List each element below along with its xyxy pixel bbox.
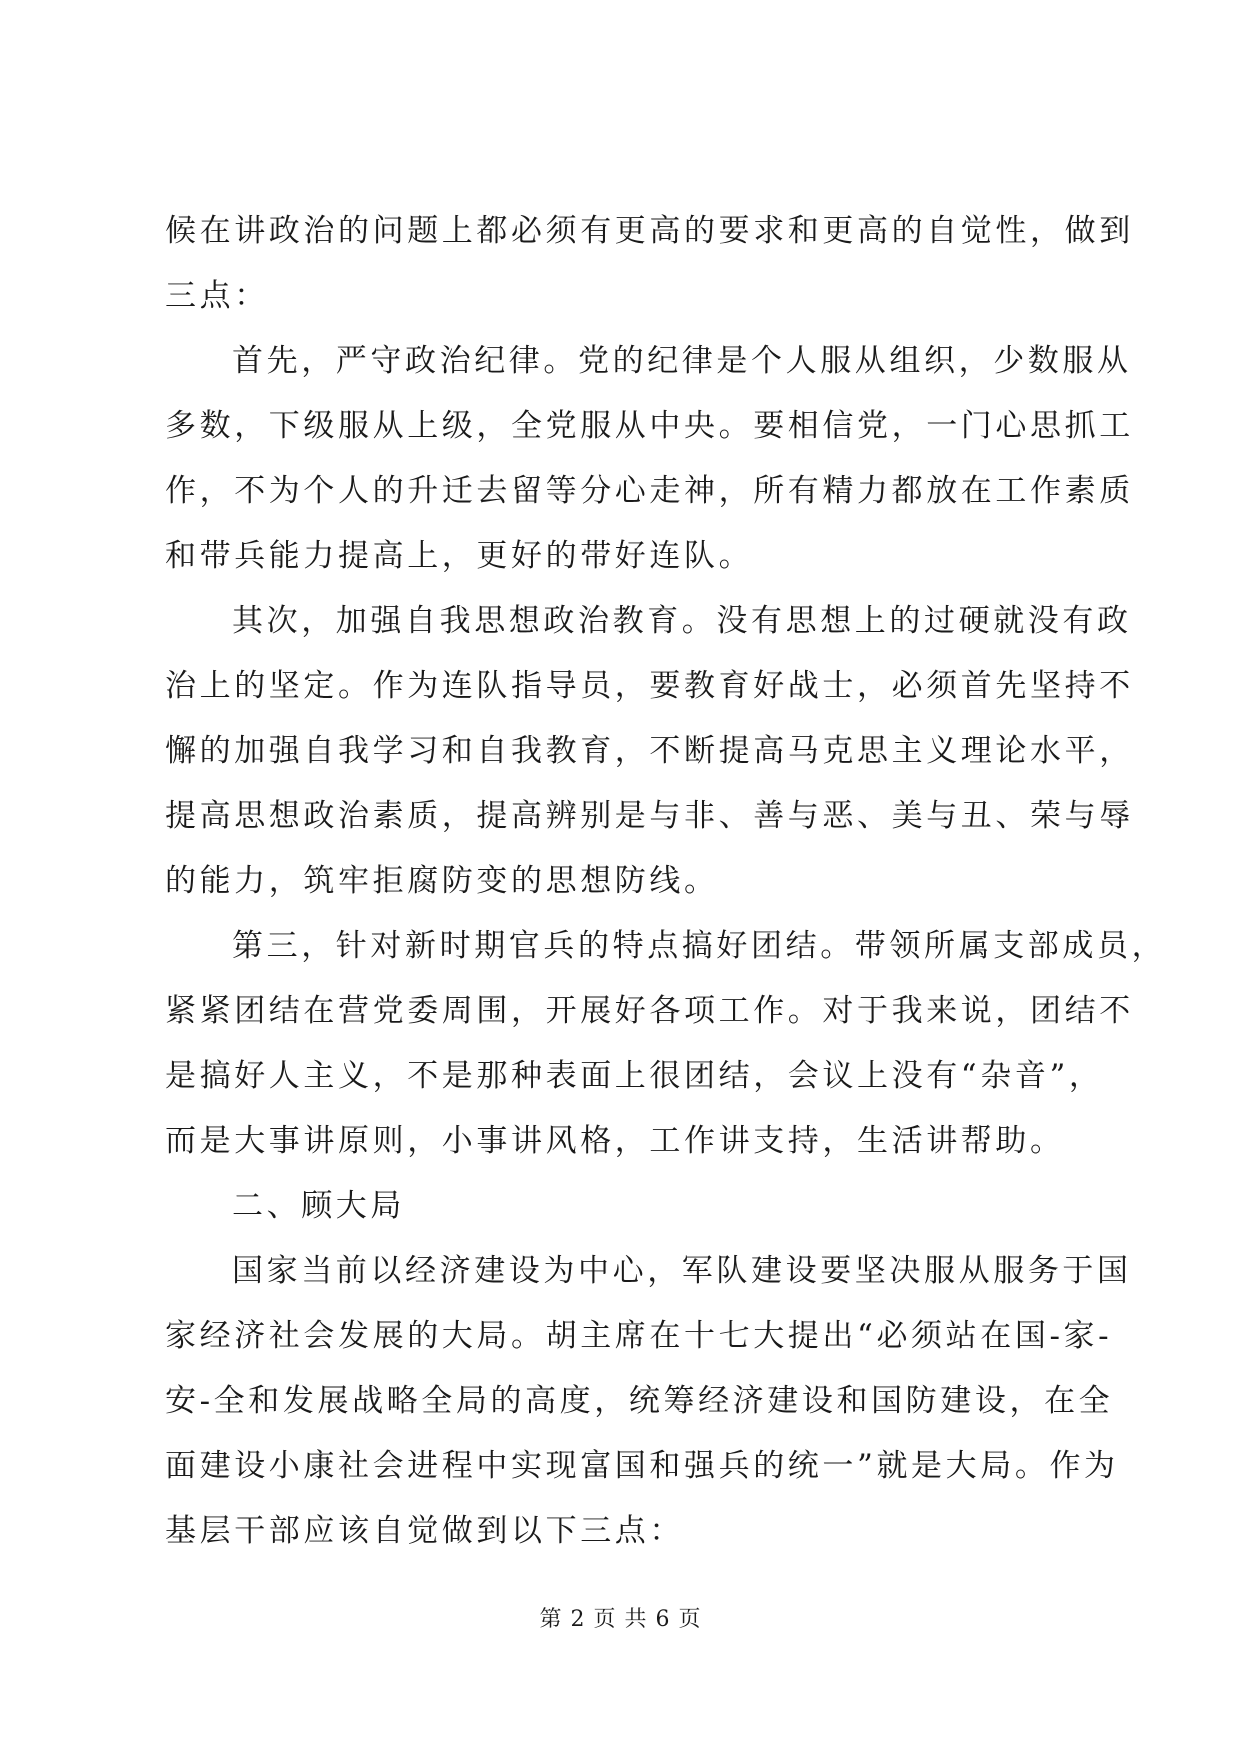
section-heading: 二、顾大局 — [232, 1188, 405, 1224]
text-line: 第三，针对新时期官兵的特点搞好团结。带领所属支部成员， — [232, 928, 1167, 964]
text-line: 首先，严守政治纪律。党的纪律是个人服从组织，少数服从 — [232, 343, 1132, 379]
text-line: 三点： — [165, 278, 269, 314]
text-line: 的能力，筑牢拒腐防变的思想防线。 — [165, 863, 719, 899]
text-line: 治上的坚定。作为连队指导员，要教育好战士，必须首先坚持不 — [165, 668, 1134, 704]
text-line: 面建设小康社会进程中实现富国和强兵的统一”就是大局。作为 — [165, 1448, 1119, 1484]
text-line: 家经济社会发展的大局。胡主席在十七大提出“必须站在国-家- — [165, 1318, 1113, 1354]
text-line: 候在讲政治的问题上都必须有更高的要求和更高的自觉性，做到 — [165, 213, 1134, 249]
text-line: 基层干部应该自觉做到以下三点： — [165, 1513, 684, 1549]
text-line: 是搞好人主义，不是那种表面上很团结，会议上没有“杂音”， — [165, 1058, 1104, 1094]
text-line: 多数，下级服从上级，全党服从中央。要相信党，一门心思抓工 — [165, 408, 1134, 444]
text-line: 提高思想政治素质，提高辨别是与非、善与恶、美与丑、荣与辱 — [165, 798, 1134, 834]
text-line: 安-全和发展战略全局的高度，统筹经济建设和国防建设，在全 — [165, 1383, 1114, 1419]
document-body — [165, 208, 1167, 1573]
text-line: 而是大事讲原则，小事讲风格，工作讲支持，生活讲帮助。 — [165, 1123, 1065, 1159]
text-line: 其次，加强自我思想政治教育。没有思想上的过硬就没有政 — [232, 603, 1132, 639]
page-number-footer: 第 2 页 共 6 页 — [539, 1607, 702, 1632]
text-line: 紧紧团结在营党委周围，开展好各项工作。对于我来说，团结不 — [165, 993, 1134, 1029]
text-line: 懈的加强自我学习和自我教育，不断提高马克思主义理论水平， — [165, 733, 1134, 769]
text-line: 作，不为个人的升迁去留等分心走神，所有精力都放在工作素质 — [165, 473, 1134, 509]
text-line: 国家当前以经济建设为中心，军队建设要坚决服从服务于国 — [232, 1253, 1132, 1289]
text-line: 和带兵能力提高上，更好的带好连队。 — [165, 538, 754, 574]
